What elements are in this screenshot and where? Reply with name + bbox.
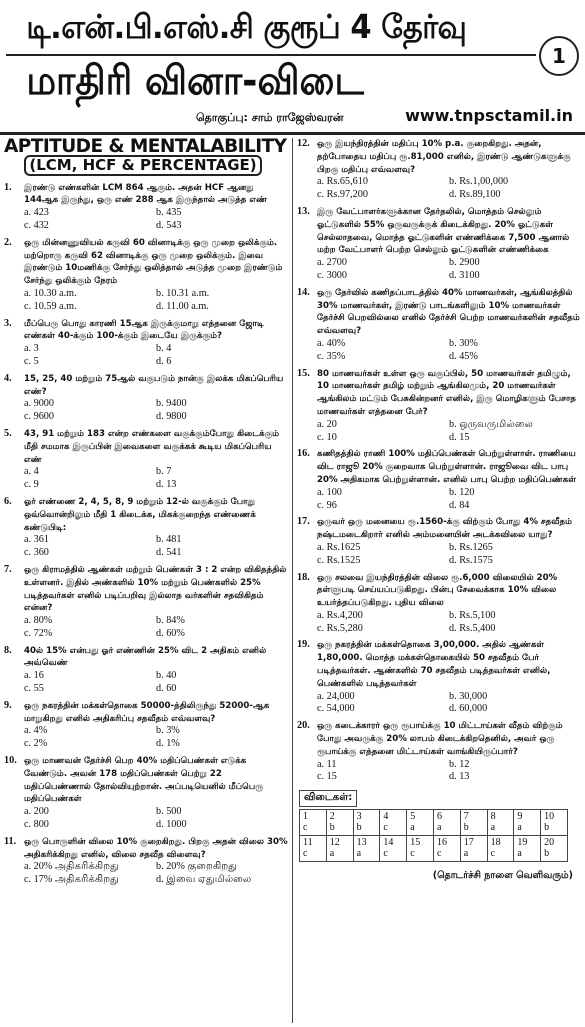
answer-cell	[353, 836, 380, 862]
question-item	[4, 836, 288, 887]
answer-cell	[380, 810, 407, 836]
answer-number: 16	[436, 837, 447, 849]
question-options	[317, 759, 581, 785]
question-number: 9.	[4, 699, 12, 711]
header-title-line2: மாதிரி வினா-விடை	[26, 57, 364, 104]
answer-cell	[326, 810, 353, 836]
answer-number: 10	[544, 811, 555, 823]
question-number: 13.	[297, 205, 310, 217]
answer-letter: a	[329, 848, 335, 860]
option-a: a. 9000	[24, 398, 54, 410]
question-number: 10.	[4, 755, 17, 767]
question-number: 4.	[4, 372, 12, 384]
option-d: d. 15	[449, 431, 470, 443]
option-d: d. 3100	[449, 269, 480, 281]
question-number: 18.	[297, 571, 310, 583]
answer-number: 14	[383, 837, 394, 849]
answer-letter: a	[517, 822, 522, 834]
option-c: c. 35%	[317, 350, 346, 362]
answer-cell	[353, 810, 380, 836]
question-text: ஒரு தேர்வில் கணிதப்பாடத்தில் 40% மாணவர்கள், ஆங்கிலத்தில் 30% மாணவர்கள், இரண்டு பாடங்களிலும் 10% மாணவர்கள் தேர்ச்சி பெறவில்லை எனில் தேர்ச்சி பெற்ற மாணவர்களின் சதவீதம் எவ்வளவு?	[317, 287, 580, 337]
question-item	[297, 720, 581, 784]
question-options	[317, 338, 581, 364]
answer-cell	[407, 810, 434, 836]
option-c: c. 15	[317, 771, 337, 783]
question-item	[4, 645, 288, 696]
option-b: b. 120	[449, 486, 475, 498]
question-item	[4, 237, 288, 314]
answer-letter: b	[356, 822, 362, 834]
question-options	[24, 466, 288, 492]
answer-cell	[487, 810, 514, 836]
option-b: b. Rs.1,00,000	[449, 176, 509, 188]
option-d: d. இவை ஏதுமில்லை	[156, 874, 252, 886]
option-c: c. 10	[317, 431, 337, 443]
question-options	[24, 288, 288, 314]
page-header	[0, 0, 585, 134]
option-b: b. Rs.5,100	[449, 609, 496, 621]
answer-cell	[541, 836, 568, 862]
question-options	[24, 534, 288, 560]
answer-row	[300, 810, 568, 836]
answer-letter: c	[383, 822, 388, 834]
option-d: d. 84	[449, 499, 470, 511]
answer-letter: b	[329, 822, 335, 834]
option-a: a. 20% அதிகரிக்கிறது	[24, 861, 119, 873]
question-text: ஒரு கிராமத்தில் ஆண்கள் மற்றும் பெண்கள் 3 : 2 என்ற விகிதத்தில் உள்ளனர். இதில் அண்களில் 10% மற்றும் பெண்களில் 25% படித்தவர்கள் எனில் படிப்பறிவு இல்லாத வர்களின் சதவிகிதம் என்ன?	[24, 564, 287, 614]
option-b: b. Rs.1265	[449, 541, 493, 553]
section-title: APTITUDE & MENTALABILITY	[4, 135, 287, 157]
question-item	[297, 572, 581, 636]
answer-number: 5	[410, 811, 416, 823]
option-a: a. 80%	[24, 615, 53, 627]
question-text: ஒரு சலவை இயந்திரத்தின் விலை ரூ.6,000 விலையில் 20% தள்ளுபடி செய்யப்படுகிறது. பின்பு சேவைக்காக 10% விலை உயர்த்தப்படுகிறது. புதிய விலை	[317, 572, 558, 609]
question-item	[4, 182, 288, 233]
answer-cell	[300, 836, 327, 862]
option-d: d. 1000	[156, 819, 187, 831]
question-item	[297, 448, 581, 512]
question-text: ஒரு நகரத்தின் மக்கள்தொகை 50000-த்திலிருந்து 52000-ஆக மாறுகிறது எனில் அதிகரிப்பு சதவீதம் எவ்வளவு?	[24, 700, 270, 724]
question-item	[297, 639, 581, 716]
option-b: b. 30,000	[449, 690, 488, 702]
answer-cell	[514, 836, 541, 862]
question-text: இரண்டு எண்களின் LCM 864 ஆகும். அதன் HCF ஆனது 144ஆக இருந்து, ஒரு எண் 288 ஆக இருந்தால் அடுத்த எண்	[24, 182, 268, 206]
answer-cell	[380, 836, 407, 862]
question-options	[317, 487, 581, 513]
answer-number: 6	[436, 811, 442, 823]
question-text: ஒரு இயந்திரத்தின் மதிப்பு 10% p.a. குறைகிறது. அதன், தற்போதைய மதிப்பு ரூ.81,000 எனில், இரண்டு ஆண்டுகளுக்கு பிறகு மதிப்பு எவ்வளவு?	[317, 139, 571, 175]
question-number: 20.	[297, 720, 310, 732]
answer-number: 15	[410, 837, 421, 849]
question-options	[317, 419, 581, 445]
answer-number: 12	[329, 837, 340, 849]
answer-key	[297, 790, 581, 862]
option-d: d. 543	[156, 219, 182, 231]
option-b: b. 3%	[156, 725, 180, 737]
option-a: a. 20	[317, 418, 337, 430]
question-number: 17.	[297, 516, 310, 528]
question-text: ஒரு மின்னணுவியல் கருவி 60 வினாடிக்கு ஒரு முறை ஒலிக்கும். மற்றொரு கருவி 62 வினாடிக்கு ஒரு முறை ஒலிக்கும். இவை இரண்டும் 10மணிக்கு சேர்ந்து ஒலித்தால் அடுத்த முறை இரண்டும் சேர்ந்து ஒலிக்கும் நேரம்	[24, 237, 283, 287]
answer-cell	[300, 810, 327, 836]
option-b: b. 500	[156, 806, 182, 818]
option-c: c. 55	[24, 683, 44, 695]
section-subtitle: (LCM, HCF & PERCENTAGE)	[24, 155, 262, 176]
option-a: a. 40%	[317, 337, 346, 349]
option-a: a. 3	[24, 343, 39, 355]
answer-key-title: விடைகள்:	[299, 790, 357, 807]
answer-number: 20	[544, 837, 555, 849]
continued-note: (தொடர்ச்சி நாளை வெளிவரும்)	[432, 870, 573, 882]
question-number: 3.	[4, 317, 12, 329]
option-a: a. 361	[24, 534, 49, 546]
option-c: c. 360	[24, 547, 49, 559]
option-d: d. 6	[156, 355, 172, 367]
option-a: a. Rs.1625	[317, 541, 361, 553]
option-c: c. 17% அதிகரிக்கிறது	[24, 874, 119, 886]
answer-number: 11	[303, 837, 313, 849]
answer-letter: b	[544, 822, 550, 834]
option-b: b. 40	[156, 670, 177, 682]
option-b: b. 30%	[449, 337, 478, 349]
issue-number-badge: 1	[539, 36, 579, 76]
answer-number: 19	[517, 837, 528, 849]
answer-number: 4	[383, 811, 389, 823]
answer-letter: a	[356, 848, 362, 860]
option-c: c. 96	[317, 499, 337, 511]
option-c: c. 9600	[24, 411, 54, 423]
question-item	[297, 206, 581, 283]
answer-letter: c	[410, 848, 415, 860]
question-options	[317, 610, 581, 636]
answer-letter: c	[303, 848, 308, 860]
question-item	[4, 755, 288, 832]
answer-number: 9	[517, 811, 523, 823]
answer-cell	[460, 836, 487, 862]
answer-cell	[326, 836, 353, 862]
column-divider	[292, 138, 293, 1023]
question-options	[317, 257, 581, 283]
option-a: a. Rs.4,200	[317, 609, 363, 621]
option-d: d. 11.00 a.m.	[156, 300, 209, 312]
question-options	[24, 398, 288, 424]
question-options	[24, 207, 288, 233]
option-d: d. 13	[156, 479, 177, 491]
question-number: 16.	[297, 448, 310, 460]
option-d: d. 60%	[156, 627, 185, 639]
question-number: 1.	[4, 181, 12, 193]
answer-cell	[407, 836, 434, 862]
question-text: 80 மாணவர்கள் உள்ள ஒரு வகுப்பில், 50 மாணவர்கள் தமிழும், 10 மாணவர்கள் தமிழ் மற்றும் ஆங்கிலமும், 20 மாணவர்கள் ஆங்கிலம் மட்டும் பேசுகின்றனர் எனில், இரு மொழிகளும் பேசாத மாணவர்கள் எத்தனை பேர்?	[317, 368, 577, 417]
option-c: c. 5	[24, 355, 39, 367]
question-options	[317, 691, 581, 717]
answer-number: 7	[463, 811, 469, 823]
answer-cell	[541, 810, 568, 836]
option-c: c. Rs.1525	[317, 554, 361, 566]
question-item	[4, 318, 288, 369]
option-c: c. 432	[24, 219, 49, 231]
answer-letter: b	[544, 848, 550, 860]
option-a: a. 4	[24, 466, 39, 478]
option-c: c. 3000	[317, 269, 347, 281]
question-number: 8.	[4, 644, 12, 656]
option-b: b. 84%	[156, 615, 185, 627]
option-a: a. 2700	[317, 257, 347, 269]
question-number: 14.	[297, 286, 310, 298]
option-b: b. 4	[156, 343, 172, 355]
question-text: 40ல் 15% என்பது ஓர் எண்ணின் 25% விட 2 அதிகம் எனில் அவ்வெண்	[24, 645, 267, 669]
option-d: d. Rs.89,100	[449, 189, 501, 201]
option-a: a. 423	[24, 207, 49, 219]
answer-grid	[299, 809, 568, 862]
question-number: 19.	[297, 639, 310, 651]
question-text: ஒரு கடைக்காரர் ஒரு ரூபாய்க்கு 10 மிட்டாய்கள் வீதம் விற்கும் போது அவருக்கு 20% லாபம் கிடைக்கிறதெனில், அவர் ஒரு ரூபாய்க்கு எத்தனை மிட்டாய்கள் வாங்கியிருப்பார்?	[317, 721, 563, 757]
question-text: ஒருவர் ஒரு மனையை ரூ.1560-க்கு விற்கும் போது 4% சதவீதம் நஷ்டமடைகிறார் எனில் அம்மனையின் அடக்கவிலை யாது?	[317, 517, 573, 541]
answer-number: 2	[329, 811, 335, 823]
option-b: b. 2900	[449, 257, 480, 269]
question-text: ஒரு பொருளின் விலை 10% குறைகிறது. பிறகு அதன் விலை 30% அதிகரிக்கிறது எனில், விலை சதவீத விளைவு?	[24, 836, 288, 860]
option-a: a. 4%	[24, 725, 48, 737]
option-d: d. 13	[449, 771, 470, 783]
left-question-list	[4, 182, 288, 887]
question-text: மீப்பெரு பொது காரணி 15ஆக இருக்குமாறு எத்தனை ஜோடி எண்கள் 40-க்கும் 100-க்கும் இடையே இருக்கும்?	[24, 318, 264, 342]
question-text: ஒரு நகரத்தின் மக்கள்தொகை 3,00,000. அதில் ஆண்கள் 1,80,000. மொத்த மக்கள்தொகையில் 50 சதவீதம் பேர் படித்தவர்கள். ஆண்களில் 70 சதவீதம் படித்தவர்கள் எனில், பெண்களில் படித்தவர்கள்	[317, 640, 551, 689]
question-item	[4, 428, 288, 492]
question-text: கணிதத்தில் ராணி 100% மதிப்பெண்கள் பெற்றுள்ளாள். ராணியை விட ராஜூ 20% குறைவாக பெற்றுள்ளான். ராஜூவை விட பாபு 20% அதிகமாக பெற்றுள்ளான். எனில் பாபு பெற்ற மதிப்பெண்கள்	[317, 449, 577, 485]
option-b: b. 9400	[156, 398, 187, 410]
option-d: d. 541	[156, 547, 182, 559]
question-text: 15, 25, 40 மற்றும் 75ஆல் வகுபடும் நான்கு இலக்க மிகப்பெரிய எண்?	[24, 373, 284, 397]
question-options	[317, 176, 581, 202]
answer-cell	[433, 810, 460, 836]
answer-cell	[514, 810, 541, 836]
answer-letter: a	[517, 848, 522, 860]
answer-letter: a	[436, 822, 442, 834]
answer-letter: c	[303, 822, 308, 834]
answer-number: 8	[490, 811, 496, 823]
question-text: ஒரு மாணவன் தேர்ச்சி பெற 40% மதிப்பெண்கள் எடுக்க வேண்டும். அவன் 178 மதிப்பெண்கள் பெற்று 22 மதிப்பெண்ணால் தோல்வியுற்றான். அப்படியெனில் மீப்பெரு மதிப்பெண்கள்	[24, 756, 264, 805]
question-options	[24, 725, 288, 751]
answer-cell	[487, 836, 514, 862]
option-d: d. 60,000	[449, 703, 488, 715]
option-d: d. 1%	[156, 738, 180, 750]
option-c: c. Rs.5,280	[317, 622, 363, 634]
answer-letter: c	[436, 848, 442, 860]
option-d: d. Rs.1575	[449, 554, 493, 566]
answer-number: 3	[356, 811, 362, 823]
question-number: 6.	[4, 495, 12, 507]
option-a: a. 16	[24, 670, 44, 682]
option-a: a. 200	[24, 806, 49, 818]
answer-number: 17	[463, 837, 474, 849]
option-a: a. 10.30 a.m.	[24, 287, 77, 299]
question-options	[24, 806, 288, 832]
question-text: 43, 91 மற்றும் 183 என்ற எண்களை வகுக்கும்போது கிடைக்கும் மீதி சமமாக இருப்பின் இவைகளை வகுக்கக் கூடிய மிகப்பெரிய எண்	[24, 428, 280, 465]
answer-number: 18	[490, 837, 501, 849]
question-item	[297, 368, 581, 445]
option-d: d. 9800	[156, 411, 187, 423]
left-column	[4, 135, 288, 891]
question-item	[297, 138, 581, 202]
answer-letter: a	[463, 848, 469, 860]
question-number: 15.	[297, 367, 310, 379]
answer-number: 1	[303, 811, 308, 823]
question-text: இரு வேட்பாளர்களுக்கான தேர்தலில், மொத்தம் செல்லும் ஓட்டுகளில் 55% ஒருவருக்குக் கிடைக்கிறது. 20% ஓட்டுகள் செல்லாதவை, மொத்த ஓட்டுகளின் எண்ணிக்கை 7,500 ஆனால் மற்ற வேட்பாளர் பெற்ற செல்லும் ஓட்டுகளின் எண்ணிக்கை	[317, 206, 570, 256]
option-c: c. 9	[24, 479, 39, 491]
answer-number: 13	[356, 837, 367, 849]
question-text: ஓர் எண்ணை 2, 4, 5, 8, 9 மற்றும் 12-ல் வகுக்கும் போது ஒவ்வொன்றிலும் மீதி 1 கிடைக்க, மிகக்குறைந்த எண்ணைக் கண்டுபிடி:	[24, 496, 256, 533]
option-a: a. 24,000	[317, 690, 355, 702]
option-b: b. 12	[449, 758, 470, 770]
question-number: 5.	[4, 427, 12, 439]
option-b: b. ஒருவருமில்லை	[449, 418, 533, 430]
question-item	[4, 373, 288, 424]
right-column	[297, 138, 581, 883]
option-d: d. 45%	[449, 350, 478, 362]
answer-cell	[433, 836, 460, 862]
answer-cell	[460, 810, 487, 836]
question-item	[4, 700, 288, 751]
option-a: a. 100	[317, 486, 342, 498]
question-options	[24, 343, 288, 369]
question-options	[24, 670, 288, 696]
option-b: b. 7	[156, 466, 172, 478]
answer-letter: c	[383, 848, 388, 860]
answer-row	[300, 836, 568, 862]
question-number: 2.	[4, 236, 12, 248]
option-b: b. 20% குறைகிறது	[156, 861, 238, 873]
answer-letter: a	[410, 822, 415, 834]
question-options	[317, 542, 581, 568]
header-title-line1: டி.என்.பி.எஸ்.சி குரூப் 4 தேர்வு	[6, 4, 536, 56]
website-url[interactable]: www.tnpsctamil.in	[405, 106, 573, 125]
option-a: a. 11	[317, 758, 337, 770]
question-item	[297, 516, 581, 567]
option-c: c. 800	[24, 819, 49, 831]
question-options	[24, 615, 288, 641]
question-item	[4, 564, 288, 641]
option-c: c. 54,000	[317, 703, 355, 715]
compiler-credit: தொகுப்பு: சாம் ராஜேஸ்வரன்	[196, 111, 344, 124]
option-c: c. Rs.97,200	[317, 189, 368, 201]
option-c: c. 2%	[24, 738, 48, 750]
question-number: 7.	[4, 563, 12, 575]
option-b: b. 435	[156, 207, 182, 219]
answer-letter: b	[463, 822, 469, 834]
answer-letter: c	[490, 848, 496, 860]
option-d: d. Rs.5,400	[449, 622, 496, 634]
question-item	[297, 287, 581, 364]
option-b: b. 10.31 a.m.	[156, 287, 210, 299]
option-a: a. Rs.65,610	[317, 176, 368, 188]
question-options	[24, 861, 288, 887]
option-d: d. 60	[156, 683, 177, 695]
answer-letter: a	[490, 822, 496, 834]
question-number: 11.	[4, 835, 17, 847]
question-number: 12.	[297, 138, 310, 149]
option-c: c. 10.59 a.m.	[24, 300, 77, 312]
option-c: c. 72%	[24, 627, 53, 639]
right-question-list	[297, 138, 581, 784]
option-b: b. 481	[156, 534, 182, 546]
question-item	[4, 496, 288, 560]
